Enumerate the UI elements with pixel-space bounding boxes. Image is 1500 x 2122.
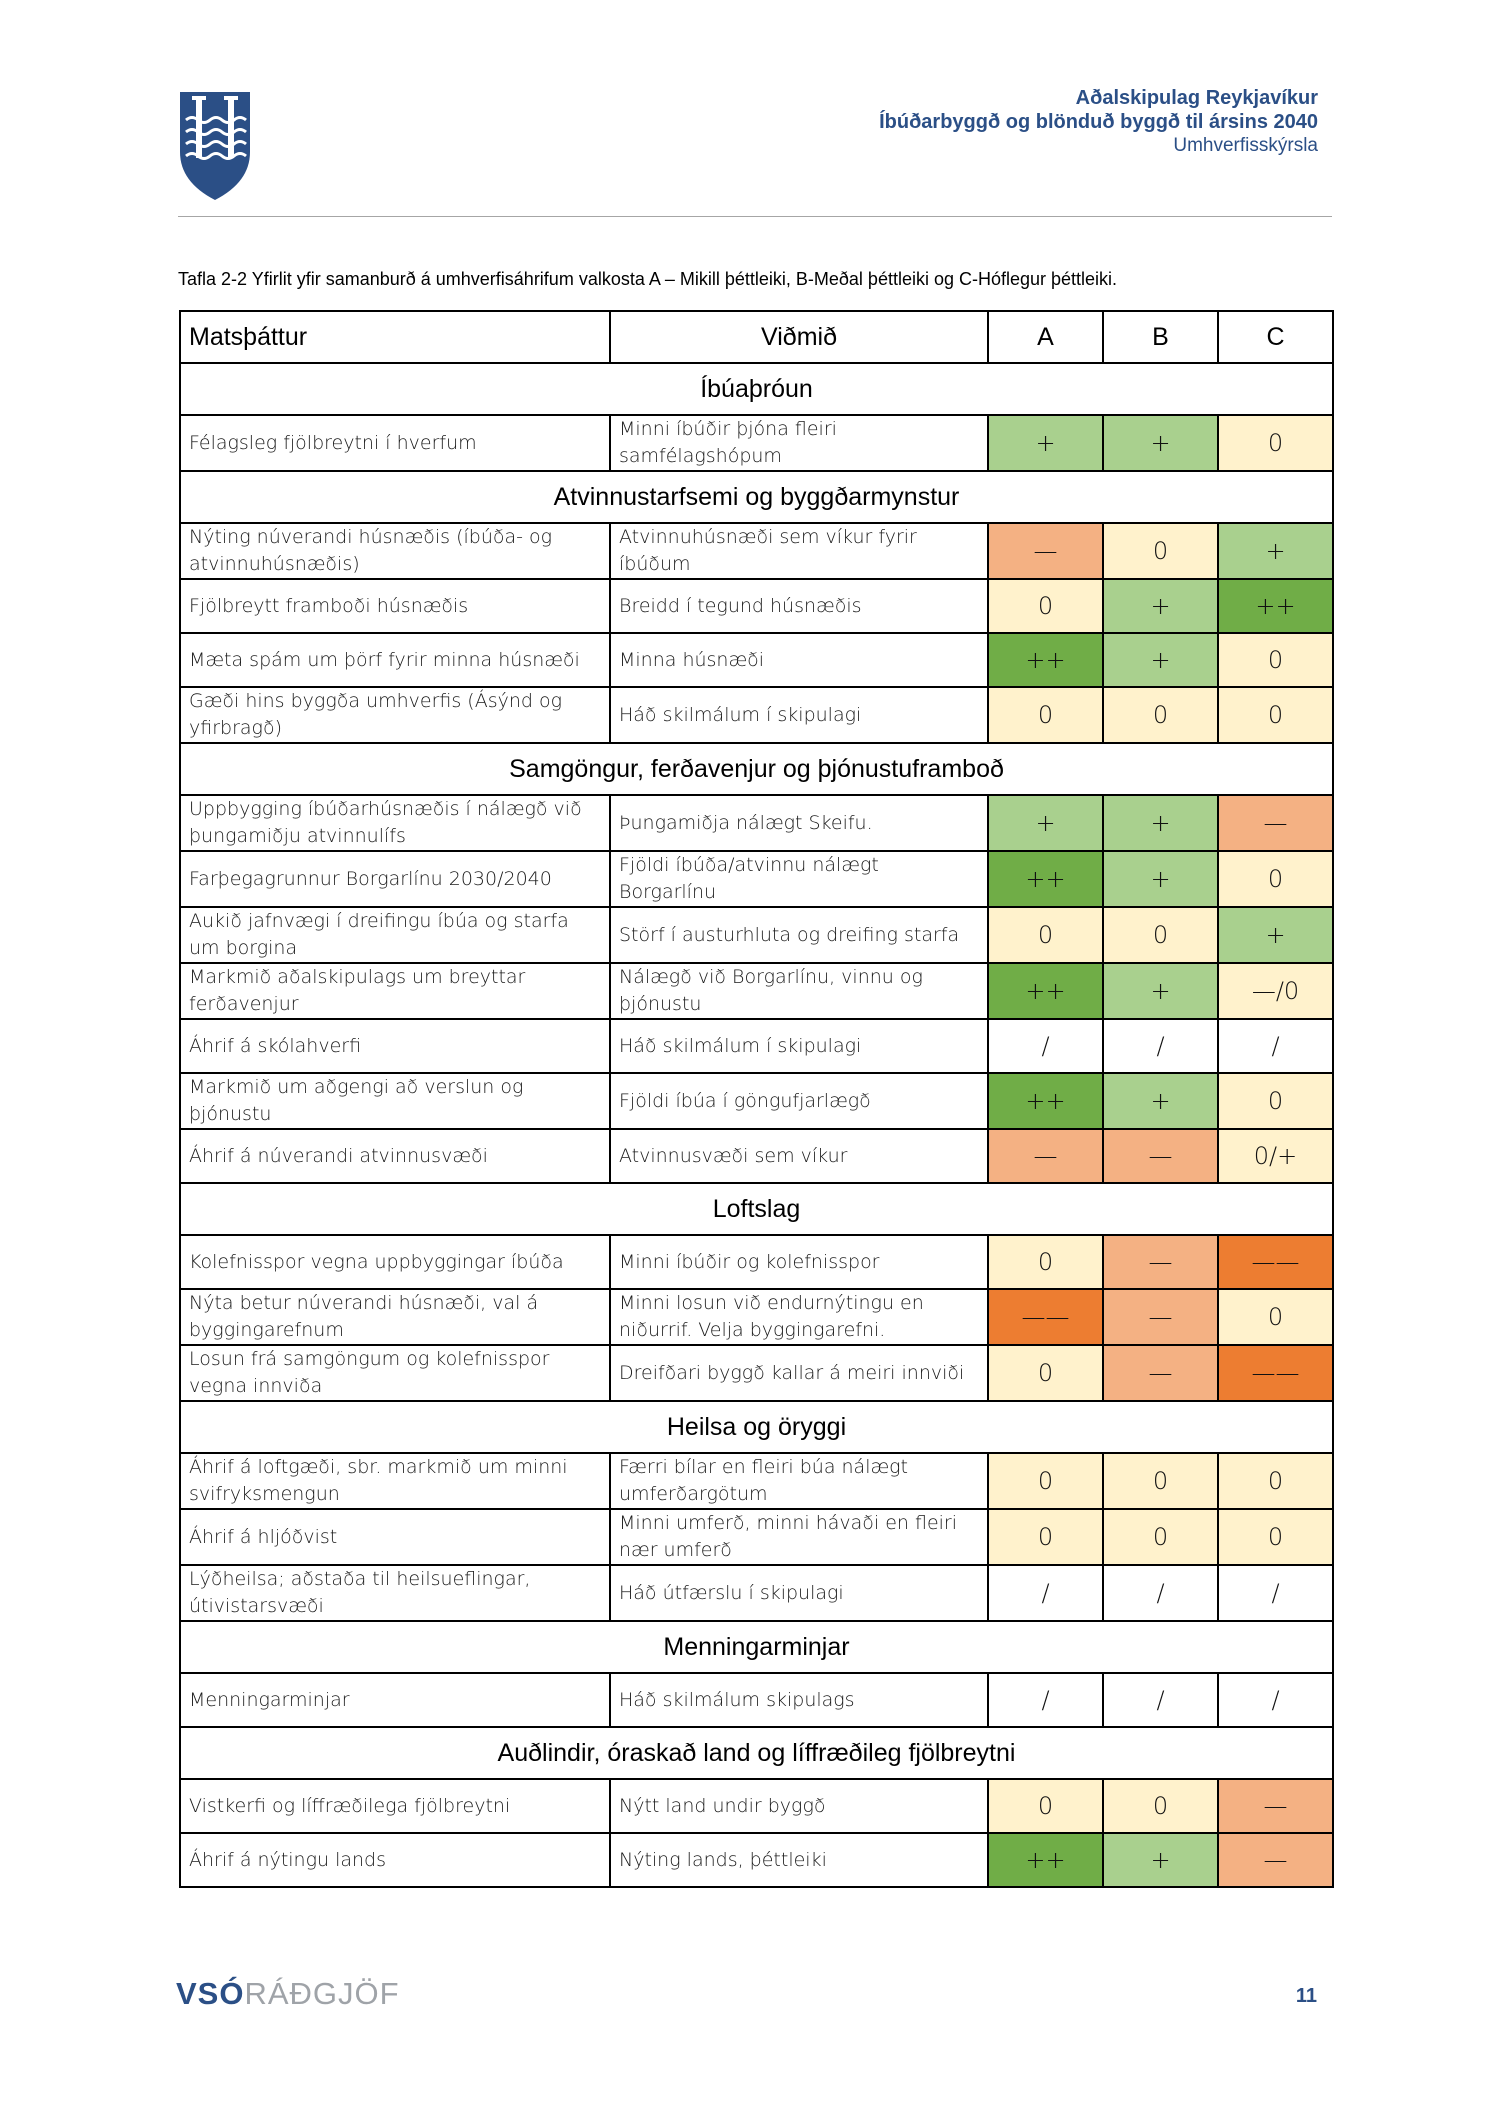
criterion-cell: Áhrif á núverandi atvinnusvæði: [180, 1129, 610, 1183]
section-title: Atvinnustarfsemi og byggðarmynstur: [180, 471, 1333, 523]
rating-b-cell: 0: [1103, 907, 1218, 963]
rating-c-cell: ——: [1218, 1235, 1333, 1289]
section-title: Samgöngur, ferðavenjur og þjónustuframboð: [180, 743, 1333, 795]
indicator-cell: Minna húsnæði: [610, 633, 988, 687]
header-title-line1: Aðalskipulag Reykjavíkur: [1075, 87, 1318, 109]
indicator-cell: Atvinnuhúsnæði sem víkur fyrir íbúðum: [610, 523, 988, 579]
criterion-cell: Áhrif á hljóðvist: [180, 1509, 610, 1565]
rating-c-cell: —: [1218, 1833, 1333, 1887]
rating-c-cell: —: [1218, 795, 1333, 851]
rating-c-cell: —/0: [1218, 963, 1333, 1019]
rating-a-cell: —: [988, 523, 1103, 579]
criterion-cell: Fjölbreytt framboði húsnæðis: [180, 579, 610, 633]
rating-b-cell: —: [1103, 1289, 1218, 1345]
indicator-cell: Fjöldi íbúða/atvinnu nálægt Borgarlínu: [610, 851, 988, 907]
section-header-row: [180, 1621, 1333, 1673]
table-header-row: [180, 311, 1333, 363]
rating-c-cell: 0: [1218, 633, 1333, 687]
rating-b-cell: +: [1103, 851, 1218, 907]
criterion-cell: Áhrif á skólahverfi: [180, 1019, 610, 1073]
rating-a-cell: /: [988, 1565, 1103, 1621]
footer-logo-radgjof: RÁÐGJÖF: [244, 1976, 400, 2011]
rating-b-cell: +: [1103, 963, 1218, 1019]
table-row: [180, 1129, 1333, 1183]
rating-c-cell: 0: [1218, 1453, 1333, 1509]
table-body: [180, 363, 1333, 1887]
rating-c-cell: /: [1218, 1019, 1333, 1073]
indicator-cell: Háð útfærslu í skipulagi: [610, 1565, 988, 1621]
rating-a-cell: 0: [988, 1509, 1103, 1565]
rating-a-cell: 0: [988, 579, 1103, 633]
rating-a-cell: ——: [988, 1289, 1103, 1345]
rating-c-cell: 0: [1218, 1073, 1333, 1129]
section-title: Heilsa og öryggi: [180, 1401, 1333, 1453]
rating-a-cell: +: [988, 415, 1103, 471]
rating-c-cell: 0/+: [1218, 1129, 1333, 1183]
rating-c-cell: 0: [1218, 851, 1333, 907]
rating-a-cell: 0: [988, 1453, 1103, 1509]
table-row: [180, 1289, 1333, 1345]
table-row: [180, 1833, 1333, 1887]
criterion-cell: Vistkerfi og líffræðilega fjölbreytni: [180, 1779, 610, 1833]
table-row: [180, 523, 1333, 579]
indicator-cell: Háð skilmálum í skipulagi: [610, 687, 988, 743]
table-row: [180, 963, 1333, 1019]
criterion-cell: Nýta betur núverandi húsnæði, val á byggingarefnum: [180, 1289, 610, 1345]
indicator-cell: Háð skilmálum skipulags: [610, 1673, 988, 1727]
table-row: [180, 1565, 1333, 1621]
rating-a-cell: 0: [988, 1779, 1103, 1833]
rating-c-cell: /: [1218, 1565, 1333, 1621]
table-row: [180, 1779, 1333, 1833]
rating-a-cell: 0: [988, 907, 1103, 963]
criterion-cell: Nýting núverandi húsnæðis (íbúða- og atvinnuhúsnæðis): [180, 523, 610, 579]
rating-a-cell: /: [988, 1673, 1103, 1727]
criterion-cell: Áhrif á loftgæði, sbr. markmið um minni svifryksmengun: [180, 1453, 610, 1509]
indicator-cell: Þungamiðja nálægt Skeifu.: [610, 795, 988, 851]
indicator-cell: Minni íbúðir og kolefnisspor: [610, 1235, 988, 1289]
rating-b-cell: +: [1103, 415, 1218, 471]
page-number: 11: [1295, 1985, 1317, 2007]
rating-b-cell: +: [1103, 633, 1218, 687]
rating-c-cell: +: [1218, 907, 1333, 963]
table-row: [180, 1453, 1333, 1509]
indicator-cell: Dreifðari byggð kallar á meiri innviði: [610, 1345, 988, 1401]
rating-b-cell: 0: [1103, 1509, 1218, 1565]
table-row: [180, 851, 1333, 907]
criterion-cell: Kolefnisspor vegna uppbyggingar íbúða: [180, 1235, 610, 1289]
rating-c-cell: ++: [1218, 579, 1333, 633]
rating-a-cell: 0: [988, 687, 1103, 743]
indicator-cell: Breidd í tegund húsnæðis: [610, 579, 988, 633]
indicator-cell: Nýtt land undir byggð: [610, 1779, 988, 1833]
criterion-cell: Menningarminjar: [180, 1673, 610, 1727]
vso-radgjof-logo: [176, 1976, 400, 2012]
rating-b-cell: +: [1103, 1833, 1218, 1887]
indicator-cell: Störf í austurhluta og dreifing starfa: [610, 907, 988, 963]
table-row: [180, 687, 1333, 743]
rating-a-cell: ++: [988, 851, 1103, 907]
rating-c-cell: ——: [1218, 1345, 1333, 1401]
header-title-line2: Íbúðarbyggð og blönduð byggð til ársins 2040: [879, 111, 1318, 133]
indicator-cell: Minni umferð, minni hávaði en fleiri nær umferð: [610, 1509, 988, 1565]
rating-a-cell: ++: [988, 1833, 1103, 1887]
criterion-cell: Félagsleg fjölbreytni í hverfum: [180, 415, 610, 471]
table-row: [180, 1509, 1333, 1565]
indicator-cell: Minni losun við endurnýtingu en niðurrif. Velja byggingarefni.: [610, 1289, 988, 1345]
section-header-row: [180, 471, 1333, 523]
rating-a-cell: —: [988, 1129, 1103, 1183]
indicator-cell: Minni íbúðir þjóna fleiri samfélagshópum: [610, 415, 988, 471]
criterion-cell: Áhrif á nýtingu lands: [180, 1833, 610, 1887]
rating-b-cell: —: [1103, 1129, 1218, 1183]
indicator-cell: Færri bílar en fleiri búa nálægt umferðargötum: [610, 1453, 988, 1509]
rating-b-cell: 0: [1103, 1779, 1218, 1833]
criterion-cell: Markmið aðalskipulags um breyttar ferðavenjur: [180, 963, 610, 1019]
criterion-cell: Uppbygging íbúðarhúsnæðis í nálægð við þungamiðju atvinnulífs: [180, 795, 610, 851]
indicator-cell: Nýting lands, þéttleiki: [610, 1833, 988, 1887]
table-caption: Tafla 2-2 Yfirlit yfir samanburð á umhverfisáhrifum valkosta A – Mikill þéttleiki, B-Meðal þéttleiki og C-Hóflegur þéttleiki.: [178, 269, 1118, 289]
section-title: Íbúaþróun: [180, 363, 1333, 415]
table-row: [180, 1345, 1333, 1401]
section-title: Menningarminjar: [180, 1621, 1333, 1673]
criterion-cell: Markmið um aðgengi að verslun og þjónustu: [180, 1073, 610, 1129]
criterion-cell: Mæta spám um þörf fyrir minna húsnæði: [180, 633, 610, 687]
rating-b-cell: +: [1103, 579, 1218, 633]
table-row: [180, 1019, 1333, 1073]
header-divider: [178, 216, 1332, 217]
indicator-cell: Atvinnusvæði sem víkur: [610, 1129, 988, 1183]
criterion-cell: Aukið jafnvægi í dreifingu íbúa og starfa um borgina: [180, 907, 610, 963]
rating-a-cell: 0: [988, 1345, 1103, 1401]
rating-c-cell: 0: [1218, 687, 1333, 743]
header-option-b: B: [1103, 311, 1218, 363]
rating-c-cell: —: [1218, 1779, 1333, 1833]
rating-a-cell: 0: [988, 1235, 1103, 1289]
header-option-c: C: [1218, 311, 1333, 363]
table-row: [180, 633, 1333, 687]
rating-b-cell: +: [1103, 1073, 1218, 1129]
criterion-cell: Losun frá samgöngum og kolefnisspor vegna innviða: [180, 1345, 610, 1401]
criterion-cell: Farþegagrunnur Borgarlínu 2030/2040: [180, 851, 610, 907]
rating-a-cell: +: [988, 795, 1103, 851]
rating-b-cell: +: [1103, 795, 1218, 851]
rating-a-cell: ++: [988, 963, 1103, 1019]
rating-c-cell: +: [1218, 523, 1333, 579]
section-header-row: [180, 1727, 1333, 1779]
reykjavik-crest-logo: [178, 90, 252, 202]
table-row: [180, 1073, 1333, 1129]
table-row: [180, 579, 1333, 633]
criterion-cell: Lýðheilsa; aðstaða til heilsueflingar, útivistarsvæði: [180, 1565, 610, 1621]
rating-c-cell: 0: [1218, 1289, 1333, 1345]
section-title: Auðlindir, óraskað land og líffræðileg fjölbreytni: [180, 1727, 1333, 1779]
indicator-cell: Nálægð við Borgarlínu, vinnu og þjónustu: [610, 963, 988, 1019]
rating-b-cell: 0: [1103, 687, 1218, 743]
table-row: [180, 795, 1333, 851]
table-row: [180, 1235, 1333, 1289]
rating-b-cell: —: [1103, 1345, 1218, 1401]
rating-b-cell: /: [1103, 1019, 1218, 1073]
rating-b-cell: 0: [1103, 1453, 1218, 1509]
criterion-cell: Gæði hins byggða umhverfis (Ásýnd og yfirbragð): [180, 687, 610, 743]
header-title-line3: Umhverfisskýrsla: [1173, 135, 1318, 156]
indicator-cell: Háð skilmálum í skipulagi: [610, 1019, 988, 1073]
assessment-table: [179, 310, 1334, 1888]
table-row: [180, 415, 1333, 471]
footer-logo-vso: VSÓ: [176, 1976, 245, 2011]
rating-b-cell: /: [1103, 1673, 1218, 1727]
rating-c-cell: /: [1218, 1673, 1333, 1727]
rating-b-cell: 0: [1103, 523, 1218, 579]
indicator-cell: Fjöldi íbúa í göngufjarlægð: [610, 1073, 988, 1129]
rating-c-cell: 0: [1218, 1509, 1333, 1565]
rating-b-cell: —: [1103, 1235, 1218, 1289]
document-header: [879, 86, 1318, 158]
table-row: [180, 1673, 1333, 1727]
section-title: Loftslag: [180, 1183, 1333, 1235]
section-header-row: [180, 1401, 1333, 1453]
header-option-a: A: [988, 311, 1103, 363]
rating-a-cell: ++: [988, 1073, 1103, 1129]
section-header-row: [180, 363, 1333, 415]
rating-a-cell: /: [988, 1019, 1103, 1073]
rating-b-cell: /: [1103, 1565, 1218, 1621]
rating-c-cell: 0: [1218, 415, 1333, 471]
header-matsthattur: Matsþáttur: [180, 311, 610, 363]
table-row: [180, 907, 1333, 963]
header-vidmid: Viðmið: [610, 311, 988, 363]
section-header-row: [180, 743, 1333, 795]
rating-a-cell: ++: [988, 633, 1103, 687]
section-header-row: [180, 1183, 1333, 1235]
